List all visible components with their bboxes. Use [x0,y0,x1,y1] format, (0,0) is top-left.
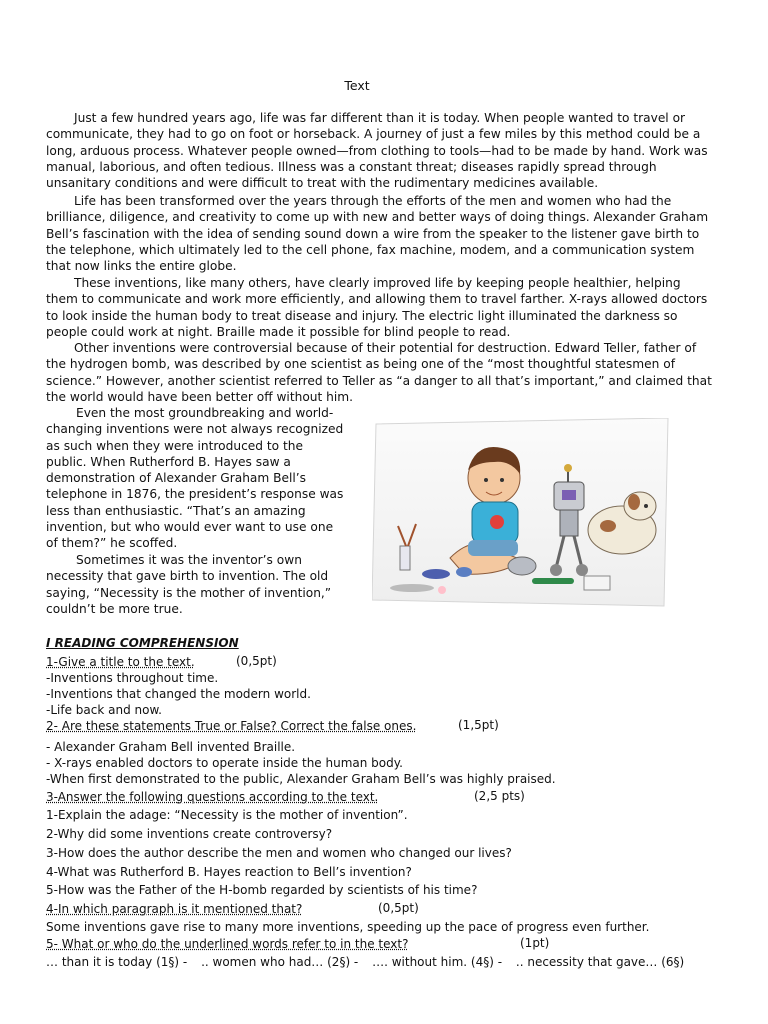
page-title: Text [344,78,370,93]
q5-ref-4: .. necessity that gave… (6§) [515,955,685,969]
q3-item-5: 5-How was the Father of the H-bomb regarded by scientists of his time? [46,883,478,897]
q5-ref-3: …. without him. (4§) - [372,955,503,969]
q3-item-3: 3-How does the author describe the men and women who changed our lives? [46,846,512,860]
q1-points: (0,5pt) [236,654,277,668]
paragraph-5: Even the most groundbreaking and world-changing inventions were not always recognized as such when they were introduced to the public. When Rutherford B. Hayes saw a demonstration of Alexander Graham Bell’s telephone in 1876, the president’s response was less than enthusiastic. “That’s an amazing invention, but who would ever want to use one of them?” he scoffed. [46,406,344,551]
q5-label: 5- What or who do the underlined words refer to in the text? [46,937,409,951]
paragraph-6: Sometimes it was the inventor’s own necessity that gave birth to invention. The old saying, “Necessity is the mother of invention,” couldn’t be more true. [46,553,332,616]
q5-points: (1pt) [520,936,550,950]
q1-option-1: -Inventions throughout time. [46,671,219,685]
paragraph-3: These inventions, like many others, have clearly improved life by keeping people healthier, helping them to communicate and work more efficiently, and allowing them to travel farther. X-rays allowed doctors to look inside the human body to treat disease and injury. The electric light illuminated the darkness so people could work at night. Braille made it possible for blind people to read. [46,276,708,339]
q2-item-1: - Alexander Graham Bell invented Braille. [46,740,296,754]
q5-ref-1: … than it is today (1§) - [46,955,188,969]
q4-points: (0,5pt) [378,901,419,915]
q5-refs [46,955,694,969]
q4-item-1: Some inventions gave rise to many more inventions, speeding up the pace of progress even further. [46,920,650,934]
paragraph-4: Other inventions were controversial because of their potential for destruction. Edward Teller, father of the hydrogen bomb, was described by one scientist as being one of the “most thoughtful statesmen of science.” However, another scientist referred to Teller as “a danger to all that’s important,” and claimed that the world would have been better off without him. [46,341,712,404]
paragraph-1: Just a few hundred years ago, life was far different than it is today. When people wanted to travel or communicate, they had to go on foot or horseback. A journey of just a few miles by this method could be a long, arduous process. Whatever people owned—from clothing to tools—had to be made by hand. Work was manual, laborious, and often tedious. Illness was a constant threat; diseases rapidly spread through unsanitary conditions and were difficult to treat with the rudimentary medicines available. [46,111,708,191]
q4-label: 4-In which paragraph is it mentioned that? [46,902,303,916]
q3-item-1: 1-Explain the adage: “Necessity is the mother of invention”. [46,808,408,822]
q1-option-3: -Life back and now. [46,703,162,717]
q2-points: (1,5pt) [458,718,499,732]
paragraph-2: Life has been transformed over the years through the efforts of the men and women who had the brilliance, diligence, and creativity to come up with new and better ways of doing things. Alexander Graham Bell’s fascination with the idea of sending sound down a wire from the speaker to the listener gave birth to the telephone, which ultimately led to the cell phone, fax machine, modem, and a communication system that now links the entire globe. [46,194,709,274]
q5-ref-2: .. women who had… (2§) - [201,955,359,969]
q3-item-4: 4-What was Rutherford B. Hayes reaction to Bell’s invention? [46,865,412,879]
q3-points: (2,5 pts) [474,789,525,803]
q2-item-3: -When first demonstrated to the public, Alexander Graham Bell’s was highly praised. [46,772,556,786]
q2-label: 2- Are these statements True or False? Correct the false ones. [46,719,417,733]
q3-label: 3-Answer the following questions according to the text. [46,790,379,804]
boy-robot-illustration [372,418,672,608]
q1-option-2: -Inventions that changed the modern world. [46,687,311,701]
section-title: I READING COMPREHENSION [46,636,239,650]
boy-building-robot-illustration-icon [372,418,672,608]
q1-label: 1-Give a title to the text. [46,655,195,669]
q2-item-2: - X-rays enabled doctors to operate inside the human body. [46,756,403,770]
q3-item-2: 2-Why did some inventions create controversy? [46,827,333,841]
